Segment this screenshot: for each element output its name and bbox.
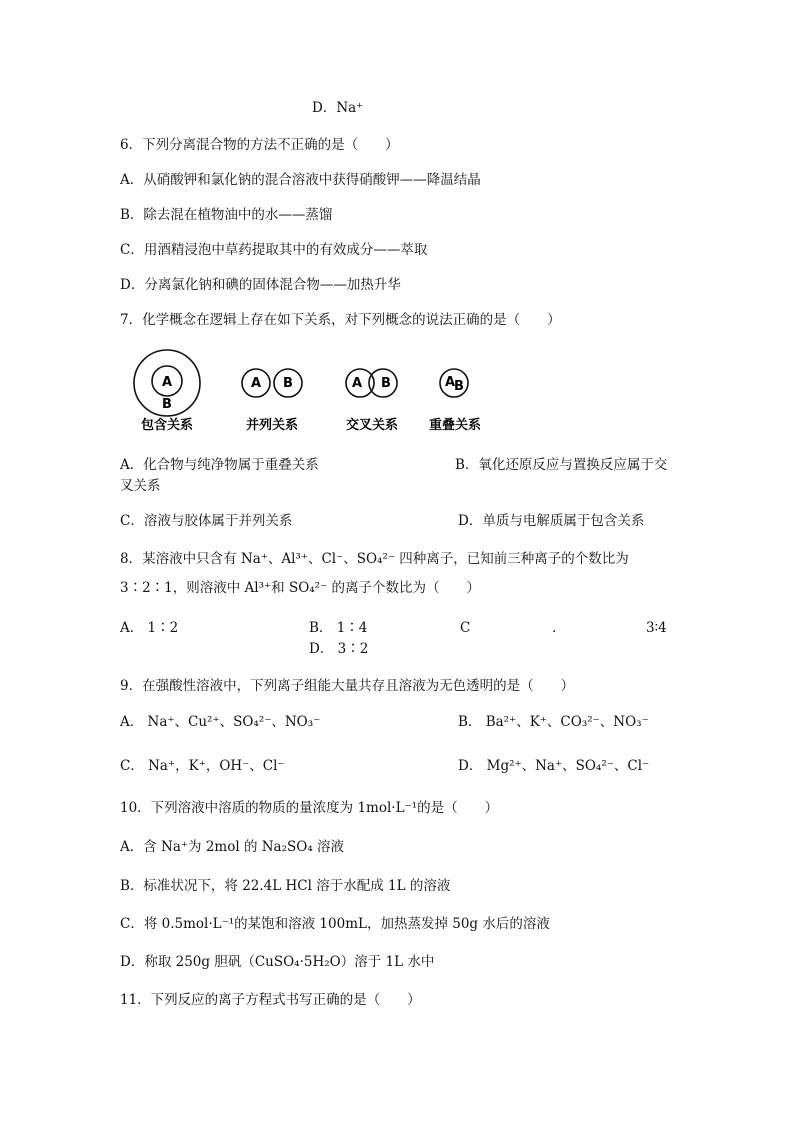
parallel-letter-a: A (250, 376, 262, 391)
option-7b-continued: 叉关系 (120, 478, 161, 494)
parallel-letter-b: B (283, 376, 293, 391)
option-7d: D．单质与电解质属于包含关系 (458, 513, 645, 529)
option-8c-dot: . (552, 620, 557, 636)
inclusion-letter-b: B (162, 397, 172, 412)
option-9b: B． Ba²⁺、K⁺、CO₃²⁻、NO₃⁻ (458, 714, 649, 730)
option-6d: D．分离氯化钠和碘的固体混合物——加热升华 (120, 277, 401, 293)
label-inclusion: 包含关系 (140, 418, 194, 433)
intersect-letter-a: A (351, 376, 363, 391)
concept-relations-diagram (0, 345, 794, 445)
option-8c-letter: C (460, 620, 471, 636)
option-8c-value: 3∶4 (646, 620, 667, 636)
option-8a: A． 1∶2 (120, 620, 179, 636)
question-6-stem: 6．下列分离混合物的方法不正确的是（ ） (120, 137, 399, 153)
option-8b: B． 1∶4 (309, 620, 368, 636)
option-7c: C．溶液与胶体属于并列关系 (120, 513, 293, 529)
option-6c: C．用酒精浸泡中草药提取其中的有效成分——萃取 (120, 242, 428, 258)
label-intersect: 交叉关系 (345, 418, 399, 433)
label-overlap: 重叠关系 (428, 418, 482, 433)
option-9a: A． Na⁺、Cu²⁺、SO₄²⁻、NO₃⁻ (120, 714, 321, 730)
option-8d: D． 3∶2 (309, 641, 369, 657)
option-7a: A．化合物与纯净物属于重叠关系 (120, 457, 319, 473)
option-10d: D．称取 250g 胆矾（CuSO₄·5H₂O）溶于 1L 水中 (120, 954, 435, 970)
question-10-stem: 10．下列溶液中溶质的物质的量浓度为 1mol·L⁻¹的是（ ） (120, 800, 499, 816)
question-8-line-2: 3∶2∶1，则溶液中 Al³⁺和 SO₄²⁻ 的离子个数比为（ ） (120, 580, 481, 596)
option-10c: C．将 0.5mol·L⁻¹的某饱和溶液 100mL，加热蒸发掉 50g 水后的溶液 (120, 916, 550, 932)
option-7b: B．氧化还原反应与置换反应属于交 (455, 457, 668, 473)
option-6a: A．从硝酸钾和氯化钠的混合溶液中获得硝酸钾——降温结晶 (120, 172, 481, 188)
option-9d: D． Mg²⁺、Na⁺、SO₄²⁻、Cl⁻ (458, 758, 650, 774)
option-10a: A．含 Na⁺为 2mol 的 Na₂SO₄ 溶液 (120, 839, 345, 855)
inclusion-letter-a: A (161, 375, 173, 390)
option-9c: C． Na⁺，K⁺，OH⁻、Cl⁻ (120, 758, 285, 774)
option-10b: B．标准状况下，将 22.4L HCl 溶于水配成 1L 的溶液 (120, 878, 451, 894)
question-8-line-1: 8．某溶液中只含有 Na⁺、Al³⁺、Cl⁻、SO₄²⁻ 四种离子，已知前三种离子的个数比为 (120, 551, 629, 567)
label-parallel: 并列关系 (245, 418, 299, 433)
option-5d: D．Na⁺ (312, 100, 364, 116)
question-9-stem: 9．在强酸性溶液中，下列离子组能大量共存且溶液为无色透明的是（ ） (120, 678, 575, 694)
overlap-letter-b: B (454, 379, 464, 394)
intersect-letter-b: B (381, 376, 391, 391)
option-6b: B．除去混在植物油中的水——蒸馏 (120, 207, 333, 223)
question-11-stem: 11．下列反应的离子方程式书写正确的是（ ） (120, 992, 421, 1008)
overlap-letter-a: A (444, 375, 456, 390)
question-7-stem: 7．化学概念在逻辑上存在如下关系，对下列概念的说法正确的是（ ） (120, 312, 561, 328)
